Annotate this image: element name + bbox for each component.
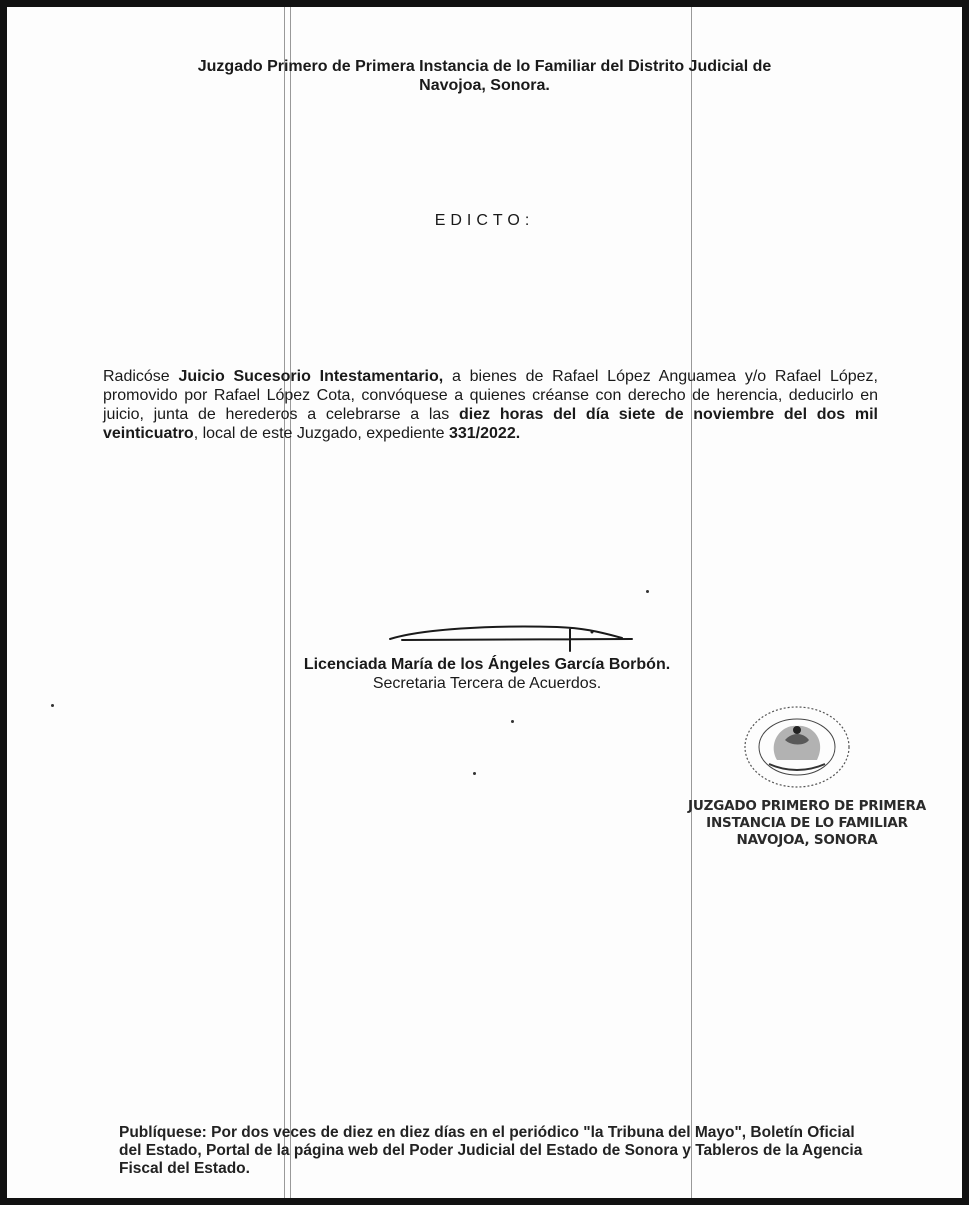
signer-name: Licenciada María de los Ángeles García Borbón. [303, 656, 671, 673]
official-seal [667, 702, 947, 849]
coat-of-arms-icon [737, 702, 857, 792]
scan-fold-line [284, 7, 285, 1198]
case-number: 331/2022. [448, 425, 521, 442]
edict-body [103, 367, 878, 443]
seal-text-line: NAVOJOA, SONORA [736, 832, 878, 848]
scan-speck [646, 590, 649, 593]
scan-speck [511, 720, 514, 723]
court-header-line: Juzgado Primero de Primera Instancia de lo Familiar del Distrito Judicial de [197, 58, 772, 75]
scan-fold-line [290, 7, 291, 1198]
signature-block [207, 655, 767, 693]
body-text-segment: , local de este Juzgado, expediente [193, 425, 449, 442]
case-type: Juicio Sucesorio Intestamentario, [178, 368, 444, 385]
seal-text-line: JUZGADO PRIMERO DE PRIMERA [688, 798, 926, 814]
document-title: EDICTO: [434, 212, 535, 229]
scan-speck [473, 772, 476, 775]
seal-text [667, 798, 947, 849]
signer-role: Secretaria Tercera de Acuerdos. [372, 675, 602, 692]
court-header-line: Navojoa, Sonora. [419, 77, 550, 94]
seal-text-line: INSTANCIA DE LO FAMILIAR [706, 815, 908, 831]
scan-fold-line [691, 7, 692, 1198]
body-text-segment: a bienes de Rafael López Anguamea y/o Rafael López, promovido por Rafael López Cota, convóquese a quienes créanse con derecho de herencia, deducirlo en juicio, junta de herederos a celebrarse a las [103, 368, 878, 423]
handwritten-signature [382, 619, 642, 659]
court-header [67, 57, 902, 95]
publication-notice: Publíquese: Por dos veces de diez en diez días en el periódico "la Tribuna del Mayo", Boletín Oficial del Estado, Portal de la página web del Poder Judicial del Estado de Sonora y Tableros de la Agencia Fiscal del Estado. [119, 1124, 863, 1177]
hearing-date: diez horas del día siete de noviembre del dos mil veinticuatro [103, 406, 878, 442]
scan-speck [51, 704, 54, 707]
body-text-segment: Radicóse [103, 368, 179, 385]
